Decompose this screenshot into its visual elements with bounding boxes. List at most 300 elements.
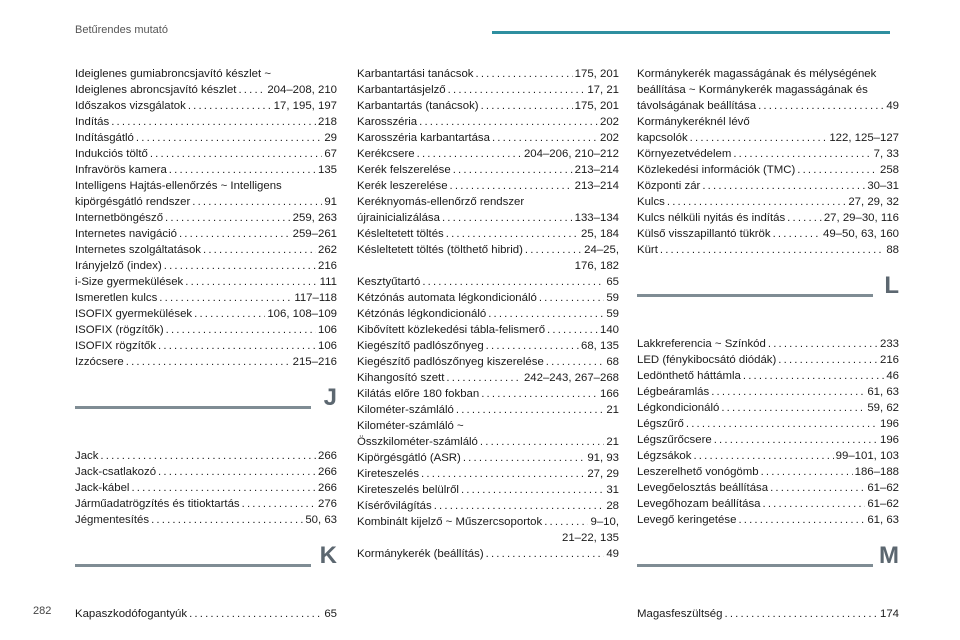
page-reference: 31 [606,484,619,496]
page-reference-continuation: 176, 182 [574,260,619,272]
index-entry [75,146,337,162]
index-column-2 [357,66,619,562]
index-entry [637,416,899,432]
index-term: Légszűrő [637,418,684,430]
dot-leader [525,242,582,258]
index-entry [357,242,619,274]
page-reference: 68, 135 [580,340,619,352]
dot-leader [446,370,522,386]
page-reference: 213–214 [574,180,619,192]
dot-leader [486,546,605,562]
index-term: Kormánykeréknél lévő [637,116,750,128]
index-term: Keréknyomás-ellenőrző rendszer [357,196,525,208]
page-reference: 218 [317,116,337,128]
index-entry [637,82,899,98]
dot-leader [702,178,865,194]
index-entry [637,66,899,82]
index-entry [75,354,337,370]
index-term: Internetböngésző [75,212,164,224]
index-entry [75,448,337,464]
index-entry [75,338,337,354]
letter-section-divider [637,544,899,596]
section-rule [637,294,873,297]
index-term: Karosszéria karbantartása [357,132,490,144]
index-entry [75,242,337,258]
section-rule [75,564,311,567]
page-reference: 166 [599,388,619,400]
dot-leader [768,336,878,352]
index-term: ISOFIX (rögzítők) [75,324,164,336]
page-number: 282 [33,605,52,617]
dot-leader [450,178,573,194]
page-reference: 67 [324,148,337,160]
dot-leader [456,402,604,418]
index-entry [75,194,337,210]
page-reference: 202 [599,116,619,128]
index-entry [637,146,899,162]
index-term: Kesztyűtartó [357,276,421,288]
index-term: Ideiglenes abroncsjavító készlet [75,84,237,96]
dot-leader [486,338,579,354]
page-reference: 266 [317,450,337,462]
page-reference: 106 [317,324,337,336]
dot-leader [773,226,821,242]
section-letter: J [323,384,337,411]
page-reference: 59, 62 [867,402,899,414]
page-reference: 68 [606,356,619,368]
index-term: Kombinált kijelző ~ Műszercsoportok [357,516,543,528]
section-rule [637,564,873,567]
page-reference: 204–206, 210–212 [523,148,619,160]
dot-leader [126,354,291,370]
page-reference: 17, 195, 197 [273,100,337,112]
dot-leader [166,322,316,338]
index-term: Indítás [75,116,110,128]
index-entry [357,498,619,514]
index-entry [75,512,337,528]
index-entry [357,370,619,386]
index-entry [357,290,619,306]
index-entry [637,98,899,114]
dot-leader [164,258,316,274]
index-term: Jack-csatlakozó [75,466,157,478]
index-entry [637,162,899,178]
page-reference: 65 [324,608,337,620]
page-reference: 242–243, 267–268 [523,372,619,384]
index-term: Indításgátló [75,132,134,144]
dot-leader [111,114,316,130]
index-term: Indukciós töltő [75,148,148,160]
dot-leader [463,450,585,466]
section-letter: L [884,272,899,299]
dot-leader [203,242,316,258]
index-entry [75,290,337,306]
page-reference: 133–134 [574,212,619,224]
index-entry [637,242,899,258]
index-term: Levegőelosztás beállítása [637,482,769,494]
index-entry [637,512,899,528]
index-term: Jack [75,450,99,462]
page-reference: 259–261 [292,228,337,240]
page-reference: 111 [319,276,337,288]
page-reference: 117–118 [294,292,337,304]
page-reference: 196 [879,418,899,430]
index-term: Kerék felszerelése [357,164,451,176]
page-reference: 259, 263 [292,212,337,224]
index-entry [357,130,619,146]
index-term: kipörgésgátló rendszer [75,196,191,208]
page-reference: 233 [879,338,899,350]
dot-leader [724,606,878,622]
dot-leader [770,480,865,496]
index-entry [75,82,337,98]
page-reference: 27, 29–30, 116 [823,212,899,224]
dot-leader [453,162,573,178]
page-reference: 49 [886,100,899,112]
page-reference: 17, 21 [587,84,619,96]
index-entry [357,546,619,562]
page-reference: 174 [879,608,899,620]
index-term: ISOFIX rögzítők [75,340,157,352]
page-reference: 258 [879,164,899,176]
index-term: Ledönthető háttámla [637,370,741,382]
page-reference: 204–208, 210 [267,84,337,96]
index-term: ISOFIX gyermekülések [75,308,193,320]
index-term: Karosszéria [357,116,418,128]
page-reference: 21 [606,436,619,448]
index-term: Infravörös kamera [75,164,167,176]
dot-leader [419,114,598,130]
index-term: Kulcs [637,196,665,208]
index-entry [357,98,619,114]
index-entry [75,226,337,242]
index-entry [637,352,899,368]
page-reference: 196 [879,434,899,446]
index-term: Környezetvédelem [637,148,732,160]
index-term: Légszűrőcsere [637,434,712,446]
index-term: Központi zár [637,180,701,192]
index-term: Kireteszelés belülről [357,484,459,496]
index-term: Karbantartási tanácsok [357,68,474,80]
index-term: Kilométer-számláló [357,404,454,416]
index-term: Internetes navigáció [75,228,177,240]
index-entry [357,178,619,194]
dot-leader [238,82,265,98]
page-reference: 61–62 [867,498,899,510]
index-entry [357,82,619,98]
index-entry [75,274,337,290]
dot-leader [242,496,316,512]
index-entry [637,464,899,480]
dot-leader [711,384,865,400]
page-reference: 175, 201 [574,100,619,112]
index-term: Kiegészítő padlószőnyeg [357,340,484,352]
index-term: távolságának beállítása [637,100,757,112]
index-term: Izzócsere [75,356,124,368]
dot-leader [461,482,604,498]
index-term: Légbeáramlás [637,386,710,398]
index-term: Kireteszelés [357,468,420,480]
page-reference: 91, 93 [587,452,619,464]
header-accent-bar [492,31,890,34]
index-entry [75,258,337,274]
page-reference: 30–31 [867,180,899,192]
page-reference: 21 [606,404,619,416]
index-entry [357,194,619,210]
dot-leader [690,130,828,146]
letter-section-divider [637,274,899,326]
dot-leader [150,146,323,162]
index-entry [75,162,337,178]
dot-leader [448,82,586,98]
page-reference: 65 [606,276,619,288]
index-entry [357,66,619,82]
dot-leader [762,496,865,512]
index-entry [637,368,899,384]
dot-leader [158,338,316,354]
section-letter: K [319,542,337,569]
page-reference: 28 [606,500,619,512]
dot-leader [481,386,598,402]
page-reference: 49 [606,548,619,560]
index-term: Járműadatrögzítés és titioktartás [75,498,240,510]
dot-leader [192,194,322,210]
page-reference: 46 [886,370,899,382]
index-entry [357,514,619,546]
dot-leader [100,448,316,464]
index-term: Kipörgésgátló (ASR) [357,452,461,464]
index-term: Időszakos vizsgálatok [75,100,186,112]
page-reference: 266 [317,466,337,478]
index-term: Közlekedési információk (TMC) [637,164,796,176]
index-entry [357,386,619,402]
index-entry [637,448,899,464]
index-term: Kétzónás légkondicionáló [357,308,487,320]
index-term: Intelligens Hajtás-ellenőrzés ~ Intelligens [75,180,282,192]
dot-leader [738,512,865,528]
page-reference: 202 [599,132,619,144]
page-reference: 27, 29 [587,468,619,480]
index-entry [357,450,619,466]
index-column-3 [637,66,899,622]
page-reference: 61, 63 [867,514,899,526]
page-reference: 61, 63 [867,386,899,398]
index-term: beállítása ~ Kormánykerék magasságának és [637,84,868,96]
index-entry [357,434,619,450]
page-reference: 106 [317,340,337,352]
dot-leader [778,352,878,368]
dot-leader [422,274,604,290]
dot-leader [743,368,884,384]
index-entry [637,432,899,448]
page-reference: 61–62 [867,482,899,494]
index-term: Kapaszkodófogantyúk [75,608,188,620]
page-reference: 9–10, [590,516,619,528]
dot-leader [787,210,822,226]
page-reference: 7, 33 [873,148,899,160]
dot-leader [481,98,573,114]
index-term: Magasfeszültség [637,608,723,620]
dot-leader [194,306,265,322]
page-reference: 50, 63 [305,514,337,526]
page-reference: 59 [606,292,619,304]
page-reference: 91 [324,196,337,208]
page-reference: 140 [599,324,619,336]
index-entry [637,480,899,496]
page-reference: 27, 29, 32 [848,196,899,208]
index-entry [75,322,337,338]
index-term: Kibővített közlekedési tábla-felismerő [357,324,546,336]
index-term: Kísérővilágítás [357,500,432,512]
index-entry [75,66,337,82]
index-entry [357,274,619,290]
index-term: Kulcs nélküli nyitás és indítás [637,212,786,224]
page-reference: 266 [317,482,337,494]
dot-leader [714,432,878,448]
dot-leader [546,354,605,370]
index-term: kapcsolók [637,132,688,144]
page-reference: 24–25, [584,244,619,256]
page-reference: 99–101, 103 [835,450,899,462]
index-entry [637,130,899,146]
page-reference: 216 [879,354,899,366]
index-term: Kürt [637,244,658,256]
page-reference: 213–214 [574,164,619,176]
dot-leader [159,290,292,306]
index-entry [357,322,619,338]
index-entry [75,114,337,130]
index-entry [357,402,619,418]
page-reference: 262 [317,244,337,256]
index-entry [75,306,337,322]
index-term: Összkilométer-számláló [357,436,478,448]
index-term: Levegőhozam beállítása [637,498,761,510]
index-term: Kormánykerék (beállítás) [357,548,484,560]
dot-leader [761,464,853,480]
page-reference: 276 [317,498,337,510]
page-reference: 59 [606,308,619,320]
index-term: Kerékcsere [357,148,415,160]
index-entry [357,162,619,178]
index-entry [75,98,337,114]
dot-leader [660,242,884,258]
index-term: Külső visszapillantó tükrök [637,228,771,240]
index-term: Légzsákok [637,450,692,462]
letter-section-divider [75,544,337,596]
index-entry [75,178,337,194]
dot-leader [492,130,598,146]
index-term: Késleltetett töltés [357,228,444,240]
index-term: Ideiglenes gumiabroncsjavító készlet ~ [75,68,271,80]
page-reference: 122, 125–127 [829,132,899,144]
index-entry [357,354,619,370]
index-entry [357,146,619,162]
index-entry [357,338,619,354]
dot-leader [480,434,604,450]
page-reference: 186–188 [854,466,899,478]
index-term: újrainicializálása [357,212,440,224]
dot-leader [131,480,316,496]
section-letter: M [879,542,899,569]
page-reference: 49–50, 63, 160 [822,228,899,240]
page-reference: 25, 184 [580,228,619,240]
dot-leader [488,306,604,322]
index-entry [637,384,899,400]
index-entry [75,130,337,146]
index-entry [75,496,337,512]
dot-leader [165,210,291,226]
dot-leader [169,162,316,178]
dot-leader [421,466,585,482]
dot-leader [693,448,833,464]
index-term: Kormánykerék magasságának és mélységének [637,68,877,80]
page-reference: 88 [886,244,899,256]
index-term: Karbantartásjelző [357,84,446,96]
dot-leader [188,98,272,114]
index-entry [357,306,619,322]
index-entry [637,606,899,622]
index-entry [637,496,899,512]
index-entry [637,194,899,210]
index-term: Ismeretlen kulcs [75,292,158,304]
index-term: Késleltetett töltés (tölthető hibrid) [357,244,523,256]
index-term: Kiegészítő padlószőnyeg kiszerelése [357,356,544,368]
dot-leader [158,464,316,480]
index-entry [357,418,619,434]
dot-leader [721,400,865,416]
dot-leader [136,130,322,146]
page-reference: 106, 108–109 [267,308,337,320]
header-title: Betűrendes mutató [75,24,168,36]
dot-leader [733,146,871,162]
index-term: LED (fénykibocsátó diódák) [637,354,777,366]
index-term: i-Size gyermekülések [75,276,184,288]
dot-leader [417,146,522,162]
index-entry [357,210,619,226]
index-term: Lakkreferencia ~ Színkód [637,338,766,350]
dot-leader [539,290,604,306]
dot-leader [758,98,884,114]
page-reference: 175, 201 [574,68,619,80]
page-reference-continuation: 21–22, 135 [561,532,619,544]
page-reference: 29 [324,132,337,144]
index-entry [357,466,619,482]
index-term: Kihangosító szett [357,372,445,384]
dot-leader [189,606,322,622]
index-term: Levegő keringetése [637,514,737,526]
index-term: Karbantartás (tanácsok) [357,100,479,112]
index-term: Kétzónás automata légkondicionáló [357,292,537,304]
index-entry [75,480,337,496]
index-entry [637,226,899,242]
index-term: Légkondicionáló [637,402,720,414]
dot-leader [686,416,878,432]
index-column-1 [75,66,337,622]
index-entry [357,114,619,130]
letter-section-divider [75,386,337,438]
dot-leader [476,66,573,82]
page-reference: 135 [317,164,337,176]
index-entry [637,210,899,226]
page-reference: 215–216 [292,356,337,368]
index-term: Kilátás előre 180 fokban [357,388,480,400]
index-term: Jégmentesítés [75,514,150,526]
index-term: Jack-kábel [75,482,130,494]
index-entry [637,336,899,352]
index-entry [75,464,337,480]
index-term: Kilométer-számláló ~ [357,420,464,432]
index-term: Irányjelző (index) [75,260,162,272]
